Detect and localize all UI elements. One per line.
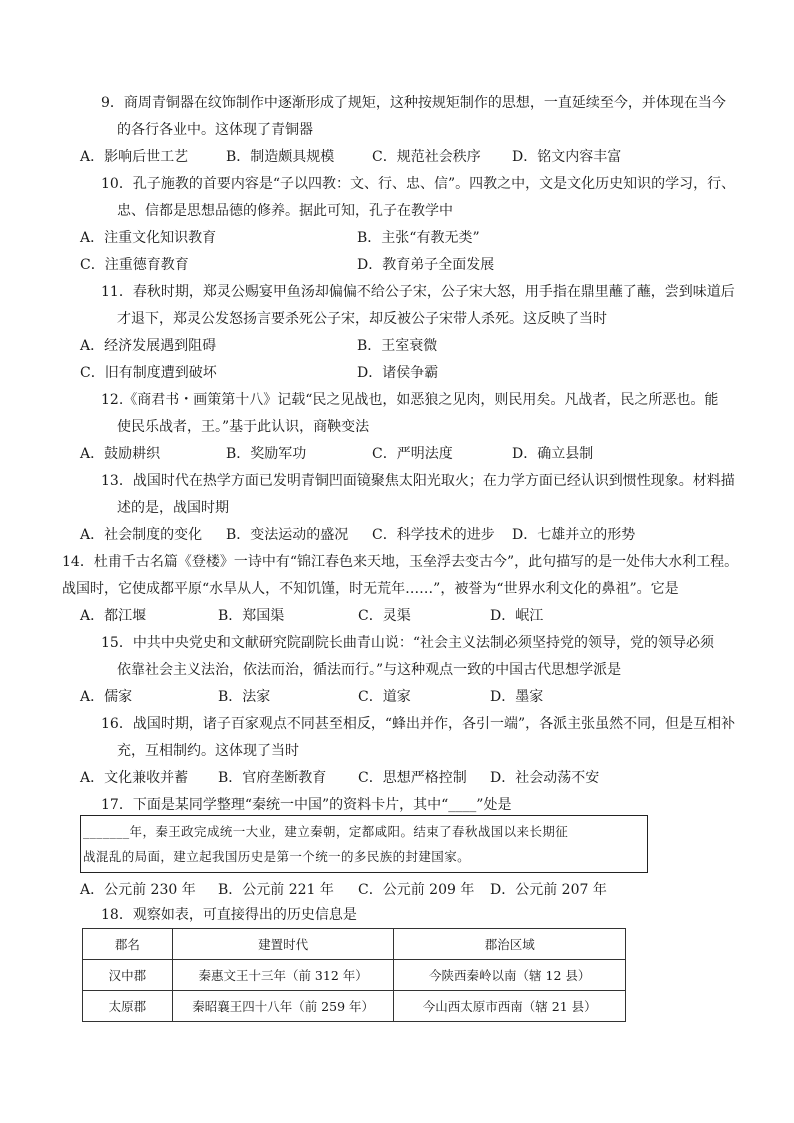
q17-stem: 17．下面是某同学整理“秦统一中国”的资料卡片，其中“____”处是 [101,797,512,813]
q9-option-a: A．影响后世工艺 [80,149,189,165]
q16-stem-line1: 16．战国时期，诸子百家观点不同甚至相反，“蜂出并作，各引一端”，各派主张虽然不同，但是互相补 [101,716,736,732]
q17-card-line2: 战混乱的局面，建立起我国历史是第一个统一的多民族的封建国家。 [83,849,471,864]
q9-option-d: D．铭文内容丰富 [512,149,622,165]
q16-option-d: D．社会动荡不安 [490,770,600,786]
q10-option-a: A．注重文化知识教育 [80,230,217,246]
q10-option-c: C．注重德育教育 [80,257,189,273]
q14-stem-line1: 14．杜甫千古名篇《登楼》一诗中有“锦江春色来天地，玉垒浮去变古今”，此句描写的是一处伟大水利工程。 [62,554,739,570]
q15-stem-line1: 15．中共中央党史和文献研究院副院长曲青山说：“社会主义法制必须坚持党的领导，党的领导必须 [101,635,714,651]
q15-stem-line2: 依靠社会主义法治，依法而治，循法而行。”与这种观点一致的中国古代思想学派是 [117,662,622,678]
q12-option-b: B．奖励军功 [226,446,307,462]
table-header-cell: 郡治区域 [394,929,626,960]
q12-option-c: C．严明法度 [372,446,453,462]
q9-option-c: C．规范社会秩序 [372,149,481,165]
table-row [83,960,626,991]
q18-table [82,928,626,1022]
q13-stem-line2: 述的是，战国时期 [117,500,229,516]
q13-option-b: B．变法运动的盛况 [226,527,349,543]
q11-option-d: D．诸侯争霸 [357,365,439,381]
q11-option-c: C．旧有制度遭到破坏 [80,365,217,381]
table-cell: 今陕西秦岭以南（辖 12 县） [394,960,626,991]
table-cell: 今山西太原市西南（辖 21 县） [394,991,626,1022]
q17-card-line1: _______年，秦王政完成统一大业，建立秦朝，定都咸阳。结束了春秋战国以来长期征 [83,824,569,839]
q13-option-d: D．七雄并立的形势 [512,527,636,543]
q13-stem-line1: 13．战国时代在热学方面已发明青铜凹面镜聚焦太阳光取火；在力学方面已经认识到惯性现象。材料描 [101,473,735,489]
q14-option-d: D．岷江 [490,608,544,624]
q12-stem-line2: 使民乐战者，王。”基于此认识，商鞅变法 [117,419,370,435]
table-header-cell: 郡名 [83,929,173,960]
q15-option-d: D．墨家 [490,689,544,705]
q14-stem-line2: 战国时，它使成都平原“水旱从人，不知饥馑，时无荒年……”，被誉为“世界水利文化的鼻祖”。它是 [62,581,679,597]
q12-stem-line1: 12.《商君书・画策第十八》记载“民之见战也，如恶狼之见肉，则民用矣。凡战者，民之所恶也。能 [101,392,719,408]
q17-option-c: C．公元前 209 年 [358,882,475,898]
table-header-row [83,929,626,960]
q15-option-b: B．法家 [218,689,271,705]
q12-option-d: D．确立县制 [512,446,594,462]
q10-stem-line2: 忠、信都是思想品德的修养。据此可知，孔子在教学中 [117,203,453,219]
q9-stem-line1: 9．商周青铜器在纹饰制作中逐渐形成了规矩，这种按规矩制作的思想，一直延续至今，并体现在当今 [101,95,726,111]
q17-option-b: B．公元前 221 年 [218,882,334,898]
q18-stem: 18．观察如表，可直接得出的历史信息是 [101,907,357,923]
q13-option-c: C．科学技术的进步 [372,527,495,543]
table-cell: 汉中郡 [83,960,173,991]
q16-option-b: B．官府垄断教育 [218,770,327,786]
q17-option-a: A．公元前 230 年 [80,882,196,898]
q10-option-b: B．主张“有教无类” [357,230,480,246]
q15-option-c: C．道家 [358,689,411,705]
q9-option-b: B．制造颇具规模 [226,149,335,165]
q11-stem-line2: 才退下，郑灵公发怒扬言要杀死公子宋，却反被公子宋带人杀死。这反映了当时 [117,311,607,327]
table-cell: 秦惠文王十三年（前 312 年） [172,960,394,991]
q15-option-a: A．儒家 [80,689,133,705]
q11-option-b: B．王室衰微 [357,338,438,354]
q11-stem-line1: 11．春秋时期，郑灵公赐宴甲鱼汤却偏偏不给公子宋，公子宋大怒，用手指在鼎里蘸了蘸，尝到味道后 [101,284,735,300]
q14-option-a: A．都江堰 [80,608,147,624]
q17-info-card [80,815,648,873]
q12-option-a: A．鼓励耕织 [80,446,161,462]
q10-option-d: D．教育弟子全面发展 [357,257,495,273]
table-row [83,991,626,1022]
q16-option-a: A．文化兼收并蓄 [80,770,189,786]
q11-option-a: A．经济发展遇到阻碍 [80,338,217,354]
table-header-cell: 建置时代 [172,929,394,960]
q14-option-c: C．灵渠 [358,608,411,624]
table-cell: 太原郡 [83,991,173,1022]
q16-stem-line2: 充，互相制约。这体现了当时 [117,743,299,759]
q13-option-a: A．社会制度的变化 [80,527,203,543]
q14-option-b: B．郑国渠 [218,608,285,624]
q9-stem-line2: 的各行各业中。这体现了青铜器 [117,122,313,138]
table-cell: 秦昭襄王四十八年（前 259 年） [172,991,394,1022]
q16-option-c: C．思想严格控制 [358,770,467,786]
q10-stem-line1: 10．孔子施教的首要内容是“子以四教：文、行、忠、信”。四教之中，文是文化历史知识的学习，行、 [101,176,736,192]
q17-option-d: D．公元前 207 年 [490,882,607,898]
